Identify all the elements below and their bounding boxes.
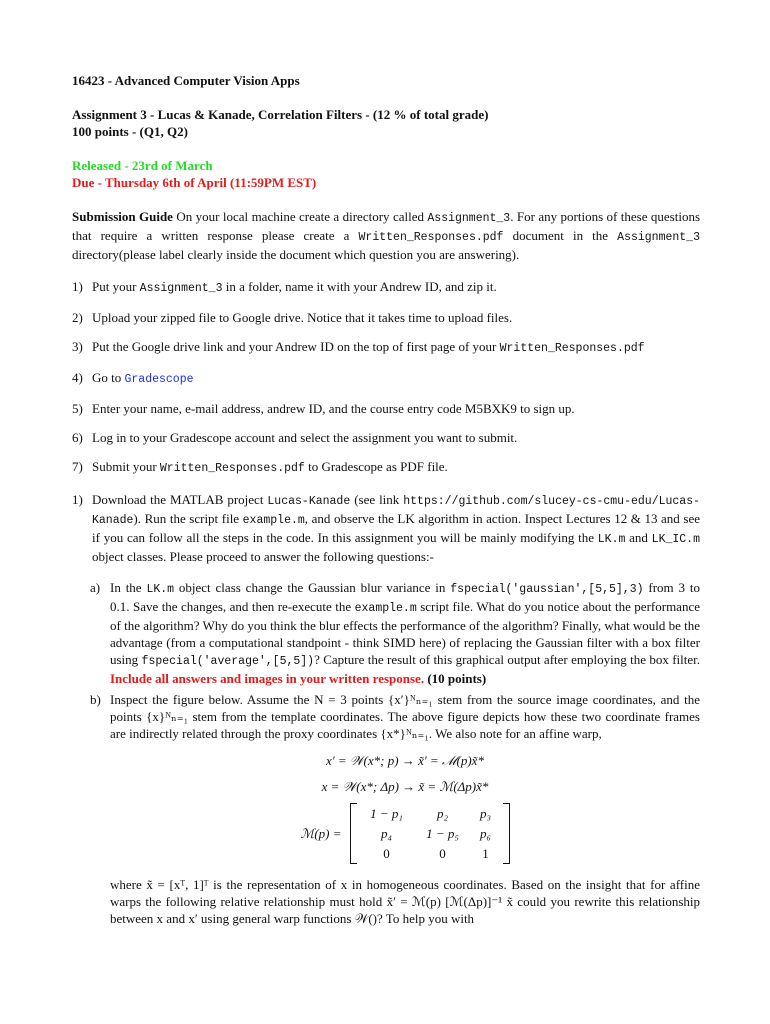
question-1b: b) Inspect the figure below. Assume the N = 3 points {x′}ᴺₙ₌₁ stem from the source image coordinates, and the points {x}ᴺₙ₌₁ stem from the template coordinates. The above figure depicts how these two coordinate frames are indirectly related through the proxy coordinates {x*}ᴺₙ₌₁. We also note for an affine warp, x′ = 𝒲(x*; p) → x̃′ = ℳ(p)x̃* x = 𝒲(x*; Δp) → x̃ = ℳ(Δp)x̃* ℳ(p) = 1 − p₁ p₂ p₃ p₄ 1 − p₅ p₆ 0 0 1 where x̃ = [xᵀ, 1]ᵀ is the representation of x in homogeneous coordinates. Based on the insight that for affine warps the following relative relationship must hold x̃′ = ℳ(p) [ℳ(Δp)]⁻¹ x̃ could you rewrite this relationship between x and x′ using general warp functions 𝒲()? To help you with [90, 692, 700, 926]
equation-2: x = 𝒲(x*; Δp) → x̃ = ℳ(Δp)x̃* [321, 779, 489, 794]
guide-heading: Submission Guide [72, 209, 173, 224]
include-answers-note: Include all answers and images in your written response. [110, 671, 425, 686]
gradescope-link[interactable]: Gradescope [124, 373, 194, 386]
step-7: 7) Submit your Written_Responses.pdf to Gradescope as PDF file. [72, 459, 448, 475]
matrix-label: ℳ(p) = [300, 826, 342, 841]
step-4: 4) Go to Gradescope [72, 370, 194, 386]
due-date: Due - Thursday 6th of April (11:59PM EST) [72, 175, 317, 190]
released-date: Released - 23rd of March [72, 158, 213, 173]
matrix-cell: 1 − p₅ [426, 826, 459, 841]
step-3: 3) Put the Google drive link and your Andrew ID on the top of first page of your Written_Responses.pdf [72, 339, 645, 355]
matrix-cell: p₆ [480, 826, 492, 841]
step-1: 1) Put your Assignment_3 in a folder, name it with your Andrew ID, and zip it. [72, 279, 497, 295]
affine-matrix [350, 803, 510, 864]
github-url[interactable]: https://github.com/slucey-cs-cmu-edu/Lucas-Kanade [92, 495, 700, 527]
qb-paragraph-2: where x̃ = [xᵀ, 1]ᵀ is the representation of x in homogeneous coordinates. Based on the insight that for affine warps the following relative relationship must hold x̃′ = ℳ(p) [ℳ(Δp)]⁻¹ x̃ could you rewrite this relationship between x and x′ using general warp functions 𝒲()? To help you with [110, 877, 700, 926]
step-5: 5) Enter your name, e-mail address, andrew ID, and the course entry code M5BXK9 to sign up. [72, 401, 575, 416]
step-6: 6) Log in to your Gradescope account and select the assignment you want to submit. [72, 430, 518, 445]
matrix-cell: p₃ [480, 806, 492, 821]
matrix-cell: 0 [439, 846, 446, 861]
step-2: 2) Upload your zipped file to Google drive. Notice that it takes time to upload files. [72, 310, 513, 325]
file-name: Written_Responses.pdf [358, 231, 504, 244]
matrix-cell: 0 [383, 846, 390, 861]
affine-matrix-equation [110, 803, 700, 864]
matrix-cell: 1 − p₁ [370, 806, 403, 821]
document-page [72, 72, 700, 927]
question-1: 1) Download the MATLAB project Lucas-Kanade (see link https://github.com/slucey-cs-cmu-edu/Lucas-Kanade). Run the script file example.m, and observe the LK algorithm in action. Inspect Lectures 12 & 13 and see if you can follow all the steps in the code. In this assignment you will be mainly modifying the LK.m and LK_IC.m object classes. Please proceed to answer the following questions:- [72, 492, 700, 564]
points-line: 100 points - (Q1, Q2) [72, 124, 188, 139]
equation-1: x′ = 𝒲(x*; p) → x̃′ = ℳ(p)x̃* [326, 753, 484, 768]
submission-guide: Submission Guide On your local machine create a directory called Assignment_3. For any portions of these questions that require a written response please create a Written_Responses.pdf document in the Assignment_3 directory(please label clearly inside the document which question you are answering). [72, 209, 701, 262]
matrix-cell: p₄ [381, 826, 393, 841]
project-name: Lucas-Kanade [267, 495, 351, 508]
course-title: 16423 - Advanced Computer Vision Apps [72, 73, 300, 88]
dir-name: Assignment_3 [427, 212, 511, 225]
qb-paragraph-1: Inspect the figure below. Assume the N = 3 points {x′}ᴺₙ₌₁ stem from the source image coordinates, and the points {x}ᴺₙ₌₁ stem from the template coordinates. The above figure depicts how these two coordinate frames are indirectly related through the proxy coordinates {x*}ᴺₙ₌₁. We also note for an affine warp, [110, 692, 700, 741]
question-1a: a) In the LK.m object class change the Gaussian blur variance in fspecial('gaussian',[5,5],3) from 3 to 0.1. Save the changes, and then re-execute the example.m script file. What do you notice about the performance of the algorithm? Why do you think the blur effects the performance of the algorithm? Finally, what would be the advantage (from a computational standpoint - think SIMD here) of replacing the Gaussian filter with a box filter using fspecial('average',[5,5])? Capture the result of this graphical output after employing the box filter. Include all answers and images in your written response. (10 points) [90, 580, 701, 686]
matrix-cell: 1 [482, 846, 489, 861]
points-10: (10 points) [427, 671, 487, 686]
assignment-title: Assignment 3 - Lucas & Kanade, Correlation Filters - (12 % of total grade) [72, 107, 489, 122]
matrix-cell: p₂ [437, 806, 449, 821]
